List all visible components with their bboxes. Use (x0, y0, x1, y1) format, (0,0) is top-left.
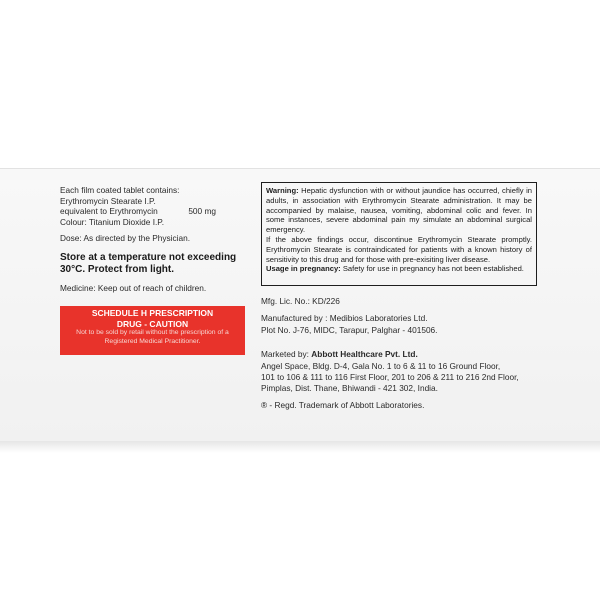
warning-text-1: Hepatic dysfunction with or without jaundice has occurred, chiefly in adults, in association with Erythromycin Stearate administration. It may be accompanied by malaise, nausea, vomiting, abdominal colic and fever. In some instances, severe abdominal pain my simulate an abdominal surgical emergency. (266, 186, 532, 235)
pregnancy-paragraph (266, 264, 532, 274)
composition-block (60, 185, 255, 293)
marketer-address-1: Angel Space, Bldg. D-4, Gala No. 1 to 6 & 11 to 16 Ground Floor, (261, 361, 501, 371)
ingredient-line: Erythromycin Stearate I.P. (60, 195, 156, 206)
marketer-address-2: 101 to 106 & 111 to 116 First Floor, 201 to 206 & 211 to 216 2nd Floor, (261, 372, 519, 382)
strength-row (60, 206, 216, 217)
mfg-license: Mfg. Lic. No.: KD/226 (261, 296, 340, 306)
warning-label: Warning: (266, 186, 299, 195)
composition-heading: Each film coated tablet contains: (60, 185, 180, 195)
storage-line-1: Store at a temperature not exceeding (60, 251, 237, 263)
schedule-line-2: DRUG - CAUTION (116, 318, 189, 329)
warning-paragraph-1 (266, 186, 532, 235)
marketer-name: Abbott Healthcare Pvt. Ltd. (311, 349, 418, 359)
marketed-by (261, 349, 418, 360)
storage-line-2: 30°C. Protect from light. (60, 264, 175, 275)
schedule-subtext: Not to be sold by retail without the prescription of a Registered Medical Practitioner. (76, 329, 229, 345)
schedule-line-1: SCHEDULE H PRESCRIPTION (91, 308, 214, 318)
trademark-note: ® - Regd. Trademark of Abbott Laboratories. (261, 400, 425, 410)
equivalent-label: equivalent to Erythromycin (60, 206, 158, 216)
warning-box (261, 182, 537, 286)
pregnancy-text: Safety for use in pregnancy has not been established. (340, 264, 524, 274)
marketed-label: Marketed by: (261, 349, 312, 359)
carton-shadow (0, 441, 600, 453)
strength-value: 500 mg (188, 206, 216, 216)
colour-line: Colour: Titanium Dioxide I.P. (60, 216, 165, 227)
pregnancy-label: Usage in pregnancy: (266, 264, 341, 274)
dose-line: Dose: As directed by the Physician. (60, 233, 191, 243)
schedule-h-caution-box (60, 306, 245, 355)
warning-paragraph-2: If the above findings occur, discontinue Erythromycin Stearate promptly. Erythromycin Stearate is contraindicated for patients with a known history of sensitivity to this drug and for those with pre-exisiting liver disease. (266, 234, 532, 264)
medicine-note: Medicine: Keep out of reach of children. (60, 282, 207, 293)
manufacturer-address: Plot No. J-76, MIDC, Tarapur, Palghar - 401506. (261, 325, 438, 335)
manufacturer: Manufactured by : Medibios Laboratories Ltd. (261, 313, 428, 323)
marketer-address-3: Pimplas, Dist. Thane, Bhiwandi - 421 302, India. (261, 383, 438, 393)
